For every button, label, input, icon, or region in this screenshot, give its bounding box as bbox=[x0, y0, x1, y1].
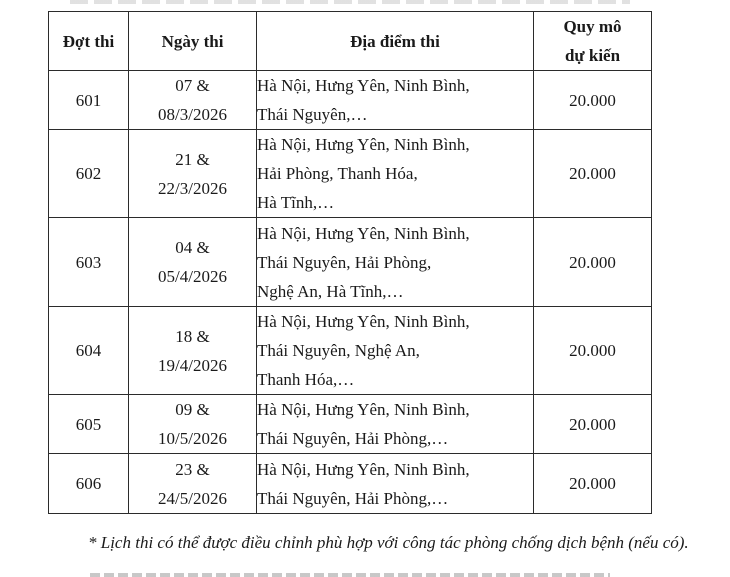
scale-cell: 20.000 bbox=[534, 130, 652, 218]
date-line2: 24/5/2026 bbox=[158, 488, 227, 508]
location-line: Hà Nội, Hưng Yên, Ninh Bình, bbox=[257, 135, 470, 154]
location-line: Thái Nguyên,… bbox=[257, 105, 368, 124]
scale-cell: 20.000 bbox=[534, 218, 652, 307]
date-cell bbox=[129, 218, 257, 307]
location-line: Hà Nội, Hưng Yên, Ninh Bình, bbox=[257, 76, 470, 95]
date-cell bbox=[129, 71, 257, 130]
date-line2: 10/5/2026 bbox=[158, 429, 227, 448]
header-date: Ngày thi bbox=[129, 12, 257, 71]
location-line: Hải Phòng, Thanh Hóa, bbox=[257, 164, 418, 183]
location-cell bbox=[257, 307, 534, 395]
date-cell bbox=[129, 307, 257, 395]
table-row bbox=[49, 454, 652, 514]
date-line2: 05/4/2026 bbox=[158, 267, 227, 286]
header-scale bbox=[534, 12, 652, 71]
date-line1: 07 & bbox=[175, 76, 210, 95]
scale-cell: 20.000 bbox=[534, 71, 652, 130]
table-row bbox=[49, 218, 652, 307]
location-cell bbox=[257, 454, 534, 514]
cropped-text-line-top bbox=[70, 0, 630, 4]
date-cell bbox=[129, 454, 257, 514]
date-line1: 21 & bbox=[175, 149, 210, 169]
location-line: Thái Nguyên, Hải Phòng,… bbox=[257, 488, 449, 508]
date-cell bbox=[129, 130, 257, 218]
location-line: Thái Nguyên, Nghệ An, bbox=[257, 341, 420, 360]
table-row bbox=[49, 307, 652, 395]
location-line: Thanh Hóa,… bbox=[257, 370, 355, 389]
table-header-row bbox=[49, 12, 652, 71]
location-cell bbox=[257, 395, 534, 454]
table-row bbox=[49, 71, 652, 130]
table-row bbox=[49, 130, 652, 218]
location-cell bbox=[257, 218, 534, 307]
date-line2: 19/4/2026 bbox=[158, 355, 227, 375]
exam-schedule-table bbox=[48, 11, 652, 514]
schedule-note bbox=[40, 528, 700, 558]
scale-cell: 20.000 bbox=[534, 454, 652, 514]
date-line1: 18 & bbox=[175, 326, 210, 346]
location-line: Hà Nội, Hưng Yên, Ninh Bình, bbox=[257, 459, 470, 479]
header-location: Địa điểm thi bbox=[257, 12, 534, 71]
round-cell: 601 bbox=[49, 71, 129, 130]
location-line: Nghệ An, Hà Tĩnh,… bbox=[257, 281, 404, 301]
date-line1: 04 & bbox=[175, 238, 210, 257]
date-line1: 09 & bbox=[175, 400, 210, 419]
location-line: Thái Nguyên, Hải Phòng, bbox=[257, 252, 432, 272]
scale-cell: 20.000 bbox=[534, 307, 652, 395]
location-line: Hà Nội, Hưng Yên, Ninh Bình, bbox=[257, 400, 470, 419]
round-cell: 603 bbox=[49, 218, 129, 307]
location-line: Hà Nội, Hưng Yên, Ninh Bình, bbox=[257, 312, 470, 331]
date-line1: 23 & bbox=[175, 459, 210, 479]
location-line: Hà Tĩnh,… bbox=[257, 193, 335, 212]
note-text: * Lịch thi có thể được điều chỉnh phù hợp với công tác phòng chống dịch bệnh (nếu có). bbox=[88, 533, 689, 552]
round-cell: 604 bbox=[49, 307, 129, 395]
round-cell: 602 bbox=[49, 130, 129, 218]
header-round: Đợt thi bbox=[49, 12, 129, 71]
scale-cell: 20.000 bbox=[534, 395, 652, 454]
round-cell: 606 bbox=[49, 454, 129, 514]
date-cell bbox=[129, 395, 257, 454]
location-cell bbox=[257, 71, 534, 130]
location-line: Thái Nguyên, Hải Phòng,… bbox=[257, 429, 449, 448]
date-line2: 08/3/2026 bbox=[158, 105, 227, 124]
location-cell bbox=[257, 130, 534, 218]
cropped-text-line-bottom bbox=[90, 573, 610, 577]
location-line: Hà Nội, Hưng Yên, Ninh Bình, bbox=[257, 223, 470, 243]
round-cell: 605 bbox=[49, 395, 129, 454]
header-scale-line1: Quy mô bbox=[563, 17, 622, 36]
date-line2: 22/3/2026 bbox=[158, 178, 227, 198]
header-scale-line2: dự kiến bbox=[564, 46, 621, 65]
table-row bbox=[49, 395, 652, 454]
